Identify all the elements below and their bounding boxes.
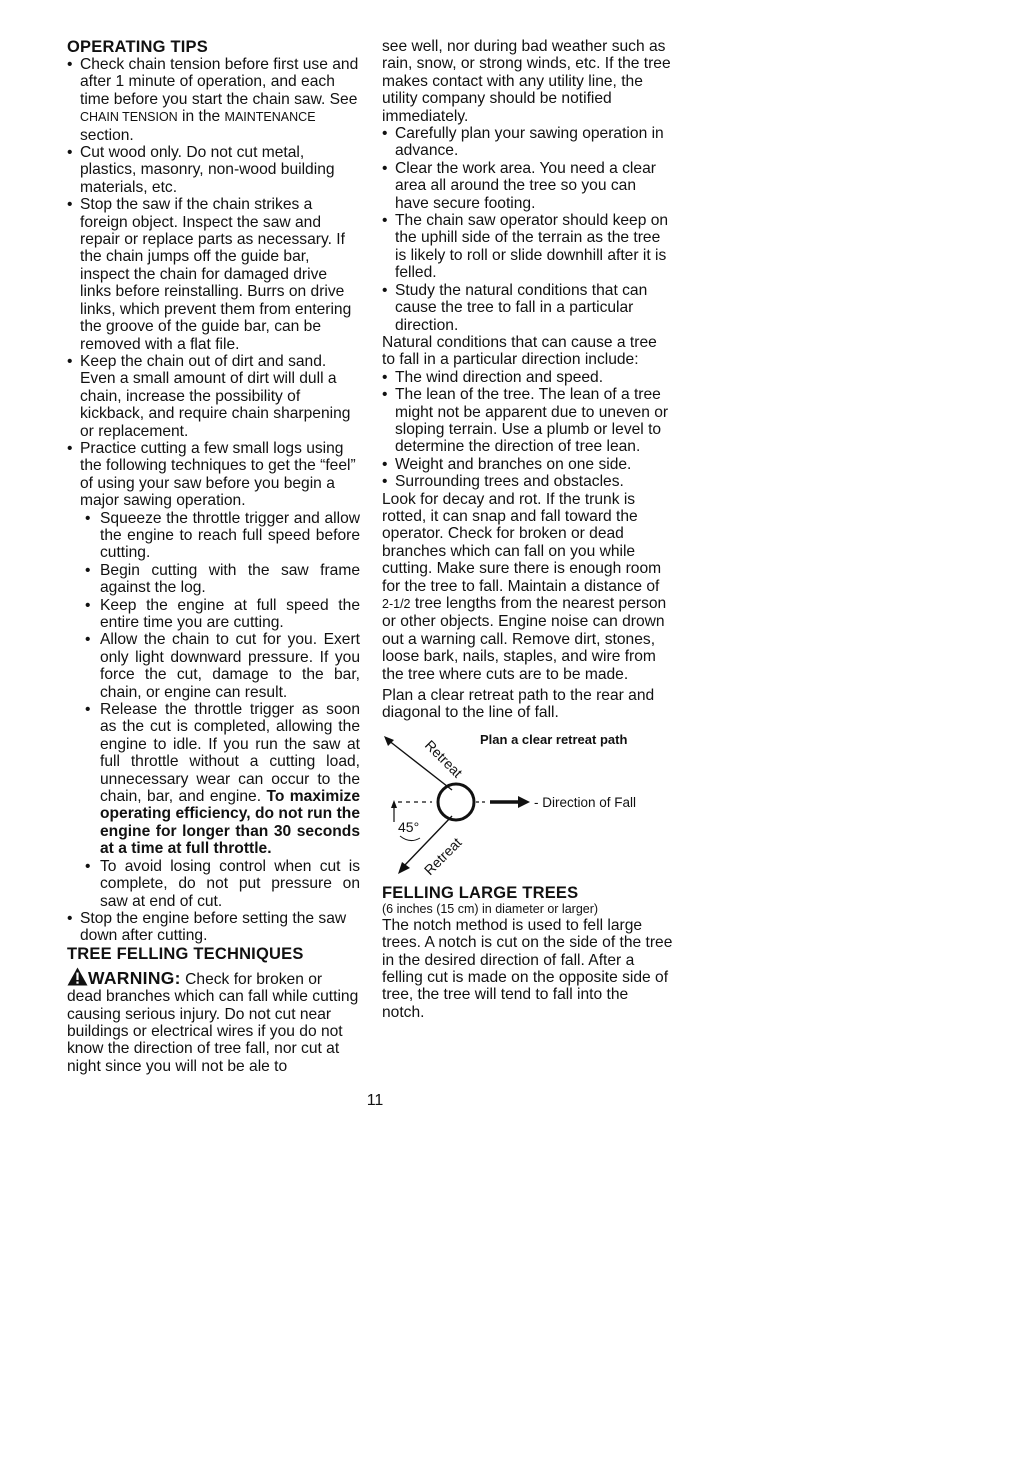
uphill-side: • The chain saw operator should keep on the uphill side of the terrain as the tree is likely to roll or slide downhill after it is felled. <box>382 212 674 282</box>
tree-trunk-circle <box>438 784 474 820</box>
notch-method-paragraph: The notch method is used to fell large trees. A notch is cut on the side of the tree in the desired direction of fall. After a felling cut is made on the opposite side of tree, the tree will tend to fall into the notch. <box>382 916 673 1021</box>
tree-felling-heading: TREE FELLING TECHNIQUES <box>67 944 304 963</box>
angle-arc <box>400 836 420 841</box>
left-column <box>67 38 360 1075</box>
technique-control: • To avoid losing control when cut is complete, do not put pressure on saw at end of cut. <box>67 858 360 910</box>
tip-stop-engine: • Stop the engine before setting the saw down after cutting. <box>67 910 360 945</box>
natural-conditions-intro: Natural conditions that can cause a tree to fall in a particular direction include: <box>382 333 657 369</box>
condition-wind: • The wind direction and speed. <box>382 369 674 386</box>
fall-direction-arrowhead <box>518 796 530 808</box>
efficiency-note: To maximize operating efficiency, do not run the engine for longer than 30 seconds at a time at full throttle. <box>100 788 361 858</box>
warning-triangle-icon <box>67 967 88 986</box>
condition-weight: • Weight and branches on one side. <box>382 456 674 473</box>
retreat-arrow-bottom <box>398 862 410 874</box>
large-trees-subtitle: (6 inches (15 cm) in diameter or larger) <box>382 901 599 916</box>
retreat-label-top: Retreat <box>421 736 466 781</box>
page-number: 11 <box>366 1092 384 1109</box>
technique-begin: • Begin cutting with the saw frame against the log. <box>67 562 360 597</box>
tip-dirt-sand: • Keep the chain out of dirt and sand. Even a small amount of dirt will dull a chain, increase the possibility of kickback, and require chain sharpening or replacement. <box>67 353 360 440</box>
decay-paragraph: Look for decay and rot. If the trunk is rotted, it can snap and fall toward the operator. Check for broken or dead branches which can fall on you while cutting. Make sure there is enough room for the tree to fall. Maintain a distance of 2-1/2 tree lengths from the nearest person or other objects. Engine noise can drown out a warning call. Remove dirt, stones, loose bark, nails, staples, and wire from the tree where cuts are to be made. <box>382 490 667 683</box>
retreat-path-diagram <box>382 730 674 880</box>
technique-allow-chain: • Allow the chain to cut for you. Exert only light downward pressure. If you force the cut, damage to the bar, chain, or engine can result. <box>67 631 360 701</box>
retreat-paragraph: Plan a clear retreat path to the rear and diagonal to the line of fall. <box>382 687 655 722</box>
direction-of-fall-label: - Direction of Fall <box>534 794 637 810</box>
tip-practice: • Practice cutting a few small logs using the following techniques to get the “feel” of using your saw before you begin a major sawing operation. <box>67 440 360 510</box>
retreat-path-figure <box>382 730 674 880</box>
felling-large-trees-heading: FELLING LARGE TREES <box>382 883 579 902</box>
technique-full-speed: • Keep the engine at full speed the entire time you are cutting. <box>67 597 360 632</box>
clear-work-area: • Clear the work area. You need a clear area all around the tree so you can have secure footing. <box>382 160 674 212</box>
retreat-label-bottom: Retreat <box>420 834 465 878</box>
vertical-tick-arrow <box>391 800 397 808</box>
angle-label: 45° <box>398 818 420 835</box>
figure-title: Plan a clear retreat path <box>480 731 628 747</box>
condition-surroundings: • Surrounding trees and obstacles. <box>382 473 674 490</box>
tip-cut-wood-only: • Cut wood only. Do not cut metal, plastics, masonry, non-wood building materials, etc. <box>67 144 360 196</box>
operating-tips-heading: OPERATING TIPS <box>67 38 208 56</box>
condition-lean: • The lean of the tree. The lean of a tree might not be apparent due to uneven or sloping terrain. Use a plumb or level to determine the direction of tree lean. <box>382 386 674 456</box>
warning-label: WARNING: <box>88 967 181 988</box>
plan-operation: • Carefully plan your sawing operation in advance. <box>382 125 674 160</box>
technique-squeeze: • Squeeze the throttle trigger and allow the engine to reach full speed before cutting. <box>67 510 360 562</box>
study-conditions: • Study the natural conditions that can cause the tree to fall in a particular direction. <box>382 282 674 334</box>
tip-chain-tension: • Check chain tension before first use and after 1 minute of operation, and each time before you start the chain saw. See CHAIN TENSION in the MAINTENANCE section. <box>67 56 360 144</box>
technique-release: • Release the throttle trigger as soon as the cut is completed, allowing the engine to idle. If you run the saw at full throttle without a cutting load, unnecessary wear can occur to the chain, bar, and engine. To maximize operating efficiency, do not run the engine for longer than 30 seconds at a time at full throttle. <box>67 701 360 858</box>
weather-paragraph: see well, nor during bad weather such as rain, snow, or strong winds, etc. If the tree makes contact with any utility line, the utility company should be notified immediately. <box>382 38 671 125</box>
right-column <box>382 38 674 1021</box>
warning-paragraph: WARNING: Check for broken or dead branches which can fall while cutting causing serious injury. Do not cut near buildings or electrical wires if you do not know the direction of tree fall, nor cut at night since you will not be ale to <box>67 967 359 1075</box>
tip-foreign-object: • Stop the saw if the chain strikes a foreign object. Inspect the saw and repair or replace parts as necessary. If the chain jumps off the guide bar, inspect the chain for damaged drive links before reinstalling. Burrs on drive links, which prevent them from entering the groove of the guide bar, can be removed with a flat file. <box>67 196 360 353</box>
